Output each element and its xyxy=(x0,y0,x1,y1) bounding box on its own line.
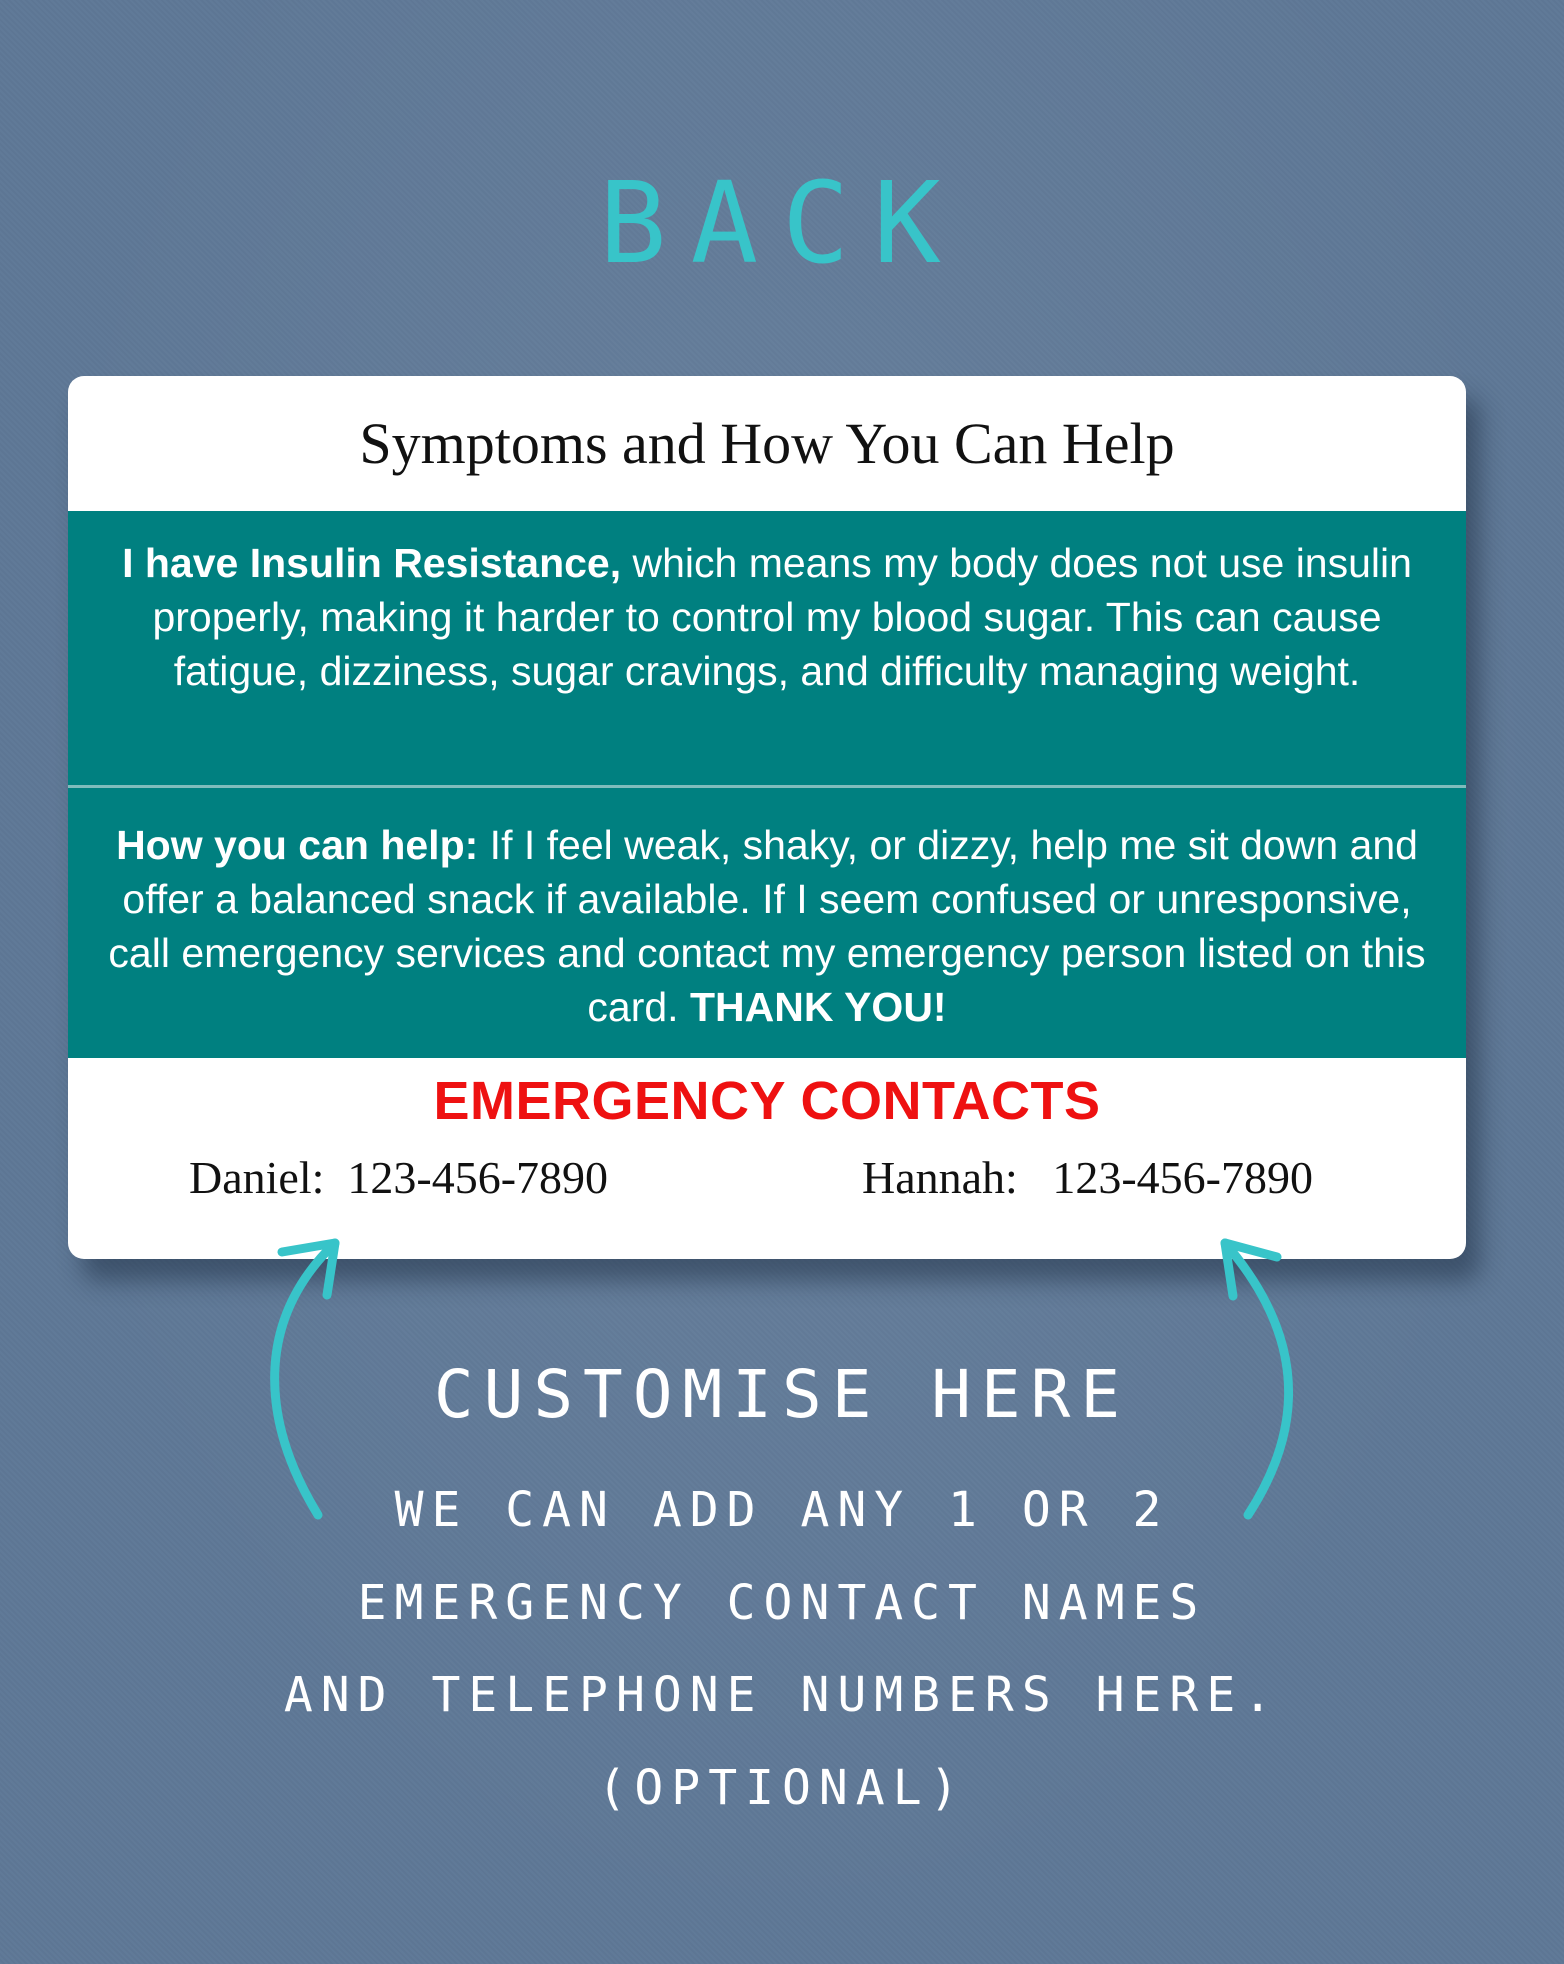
contact-phone: 123-456-7890 xyxy=(1052,1152,1313,1203)
condition-lead: I have Insulin Resistance, xyxy=(122,540,622,586)
help-text: If I feel weak, shaky, or dizzy, help me sit down and offer a balanced snack if available. If I seem confused or unresponsive, call emergency services and contact my emergency person listed on this card. xyxy=(108,822,1426,1030)
customise-line-3: AND TELEPHONE NUMBERS HERE. xyxy=(283,1667,1281,1723)
page-heading: BACK xyxy=(599,159,965,289)
contact-name: Daniel: xyxy=(189,1152,325,1203)
help-thanks: THANK YOU! xyxy=(689,984,947,1030)
customise-line-2: EMERGENCY CONTACT NAMES xyxy=(357,1575,1207,1631)
contact-entry-1 xyxy=(189,1151,608,1204)
emergency-contacts-title: EMERGENCY CONTACTS xyxy=(433,1071,1101,1131)
help-lead: How you can help: xyxy=(116,822,479,868)
customise-title: CUSTOMISE HERE xyxy=(433,1356,1131,1433)
condition-section xyxy=(68,511,1466,785)
customise-line-4: (OPTIONAL) xyxy=(597,1760,967,1816)
contact-name: Hannah: xyxy=(862,1152,1018,1203)
condition-text: which means my body does not use insulin properly, making it harder to control my blood sugar. This can cause fatigue, dizziness, sugar cravings, and difficulty managing weight. xyxy=(152,540,1412,694)
contact-phone: 123-456-7890 xyxy=(347,1152,609,1203)
contact-entry-2 xyxy=(862,1151,1313,1204)
card-title: Symptoms and How You Can Help xyxy=(359,411,1175,476)
customise-line-1: WE CAN ADD ANY 1 OR 2 xyxy=(394,1482,1170,1538)
medical-card xyxy=(68,376,1466,1259)
help-section xyxy=(68,788,1466,1058)
